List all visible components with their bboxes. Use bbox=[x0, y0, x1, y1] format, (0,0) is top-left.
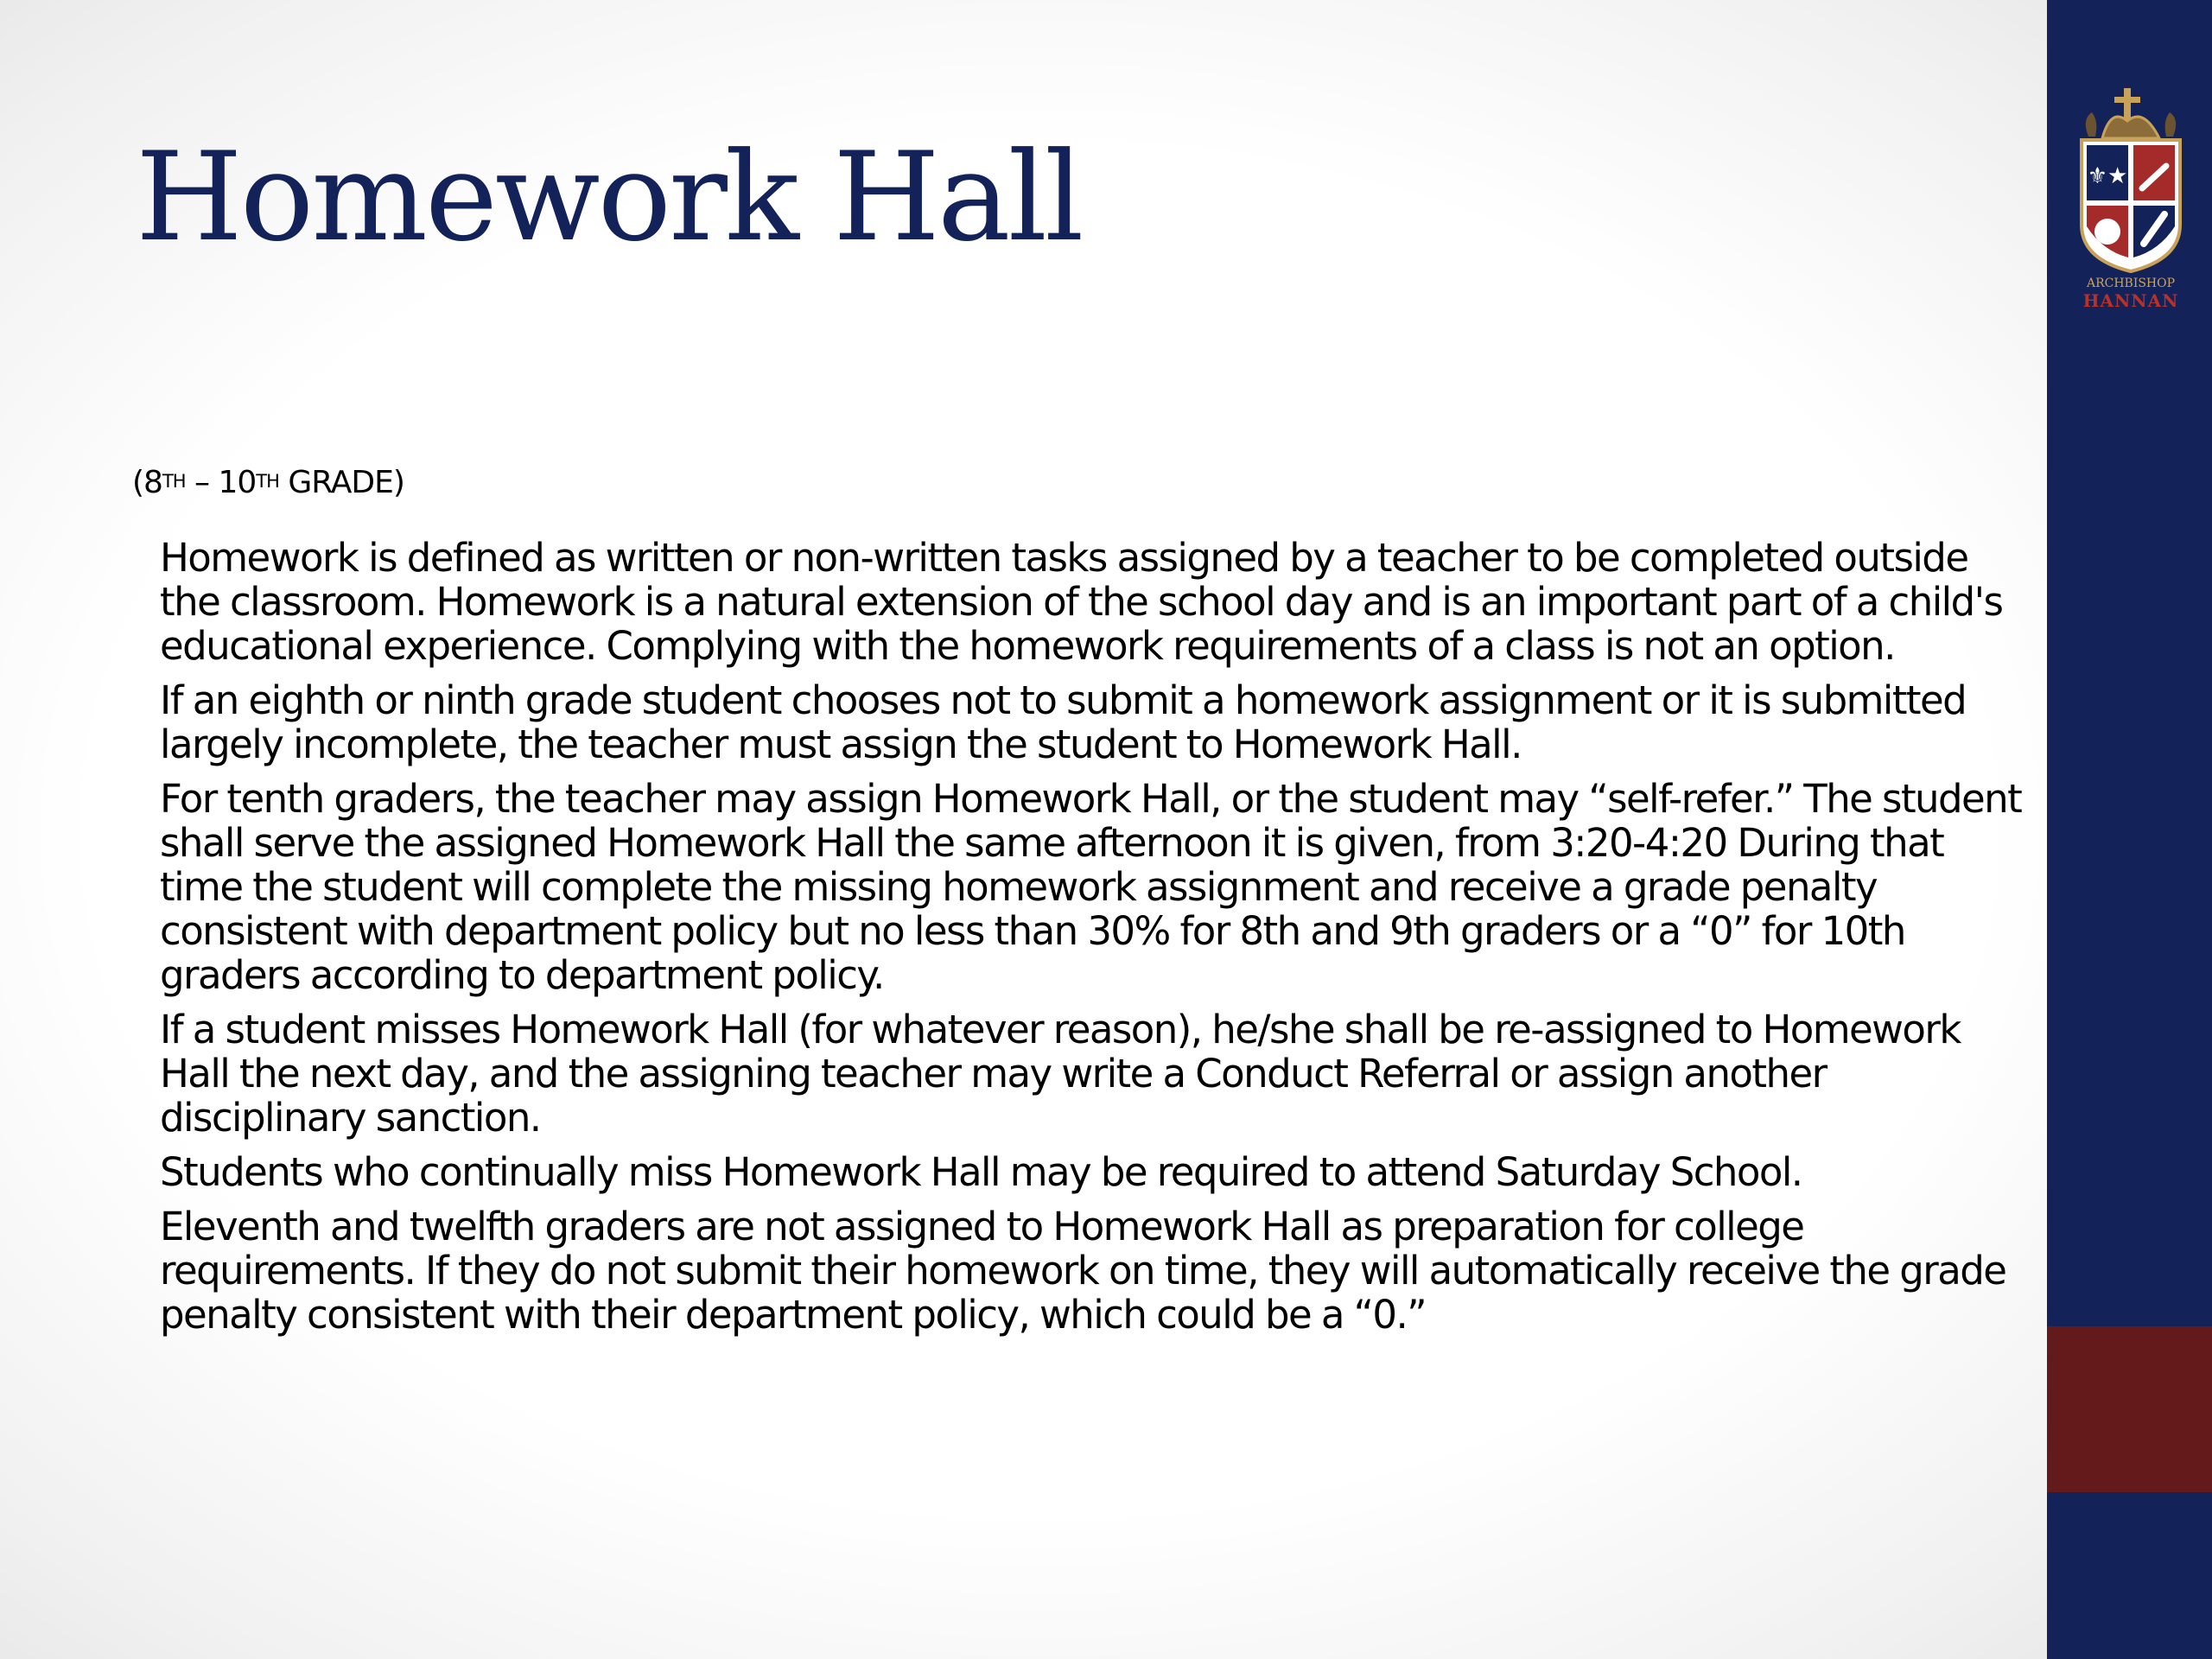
grade-note-middle: – 10 bbox=[185, 465, 257, 500]
grade-range-note bbox=[132, 464, 404, 502]
slide-title: Homework Hall bbox=[136, 126, 1082, 269]
slide-body bbox=[160, 536, 2035, 1347]
logo-text-archbishop: ARCHBISHOP bbox=[2086, 276, 2176, 290]
crest-shield-icon bbox=[2076, 86, 2185, 276]
paragraph-saturday-school: Students who continually miss Homework Hall may be required to attend Saturday School. bbox=[160, 1149, 1802, 1195]
paragraph-tenth-grade: For tenth graders, the teacher may assign Homework Hall, or the student may “self-refer.” The student shall serve the assigned Homework Hall the same afternoon it is given, from 3:20-4:20 During that time the student will complete the missing homework assignment and receive a grade penalty consistent with department policy but no less than 30% for 8th and 9th graders or a “0” for 10th graders according to department policy. bbox=[160, 776, 2022, 998]
sidebar-maroon-accent bbox=[2047, 1326, 2212, 1492]
grade-note-open: (8 bbox=[132, 465, 162, 500]
paragraph-eighth-ninth-grade: If an eighth or ninth grade student chooses not to submit a homework assignment or it is submitted largely incomplete, the teacher must assign the student to Homework Hall. bbox=[160, 677, 1967, 767]
svg-text:⚜★: ⚜★ bbox=[2087, 163, 2128, 189]
paragraph-missed-hall: If a student misses Homework Hall (for whatever reason), he/she shall be re-assigned to Homework Hall the next day, and the assigning teacher may write a Conduct Referral or assign another disciplinary sanction. bbox=[160, 1007, 1961, 1141]
paragraph-homework-definition: Homework is defined as written or non-written tasks assigned by a teacher to be completed outside the classroom. Homework is a natural extension of the school day and is an important part of a child's educational experience. Complying with the homework requirements of a class is not an option. bbox=[160, 535, 2003, 669]
grade-note-ordinal-1: TH bbox=[162, 471, 186, 492]
paragraph-eleventh-twelfth-grade: Eleventh and twelfth graders are not assigned to Homework Hall as preparation for college requirements. If they do not submit their homework on time, they will automatically receive the grade penalty consistent with their department policy, which could be a “0.” bbox=[160, 1204, 2006, 1338]
grade-note-ordinal-2: TH bbox=[256, 471, 279, 492]
logo-text-hannan: HANNAN bbox=[2082, 290, 2179, 311]
school-crest-logo bbox=[2076, 86, 2185, 313]
grade-note-close: GRADE) bbox=[278, 465, 404, 500]
sidebar-band bbox=[2047, 0, 2212, 1659]
